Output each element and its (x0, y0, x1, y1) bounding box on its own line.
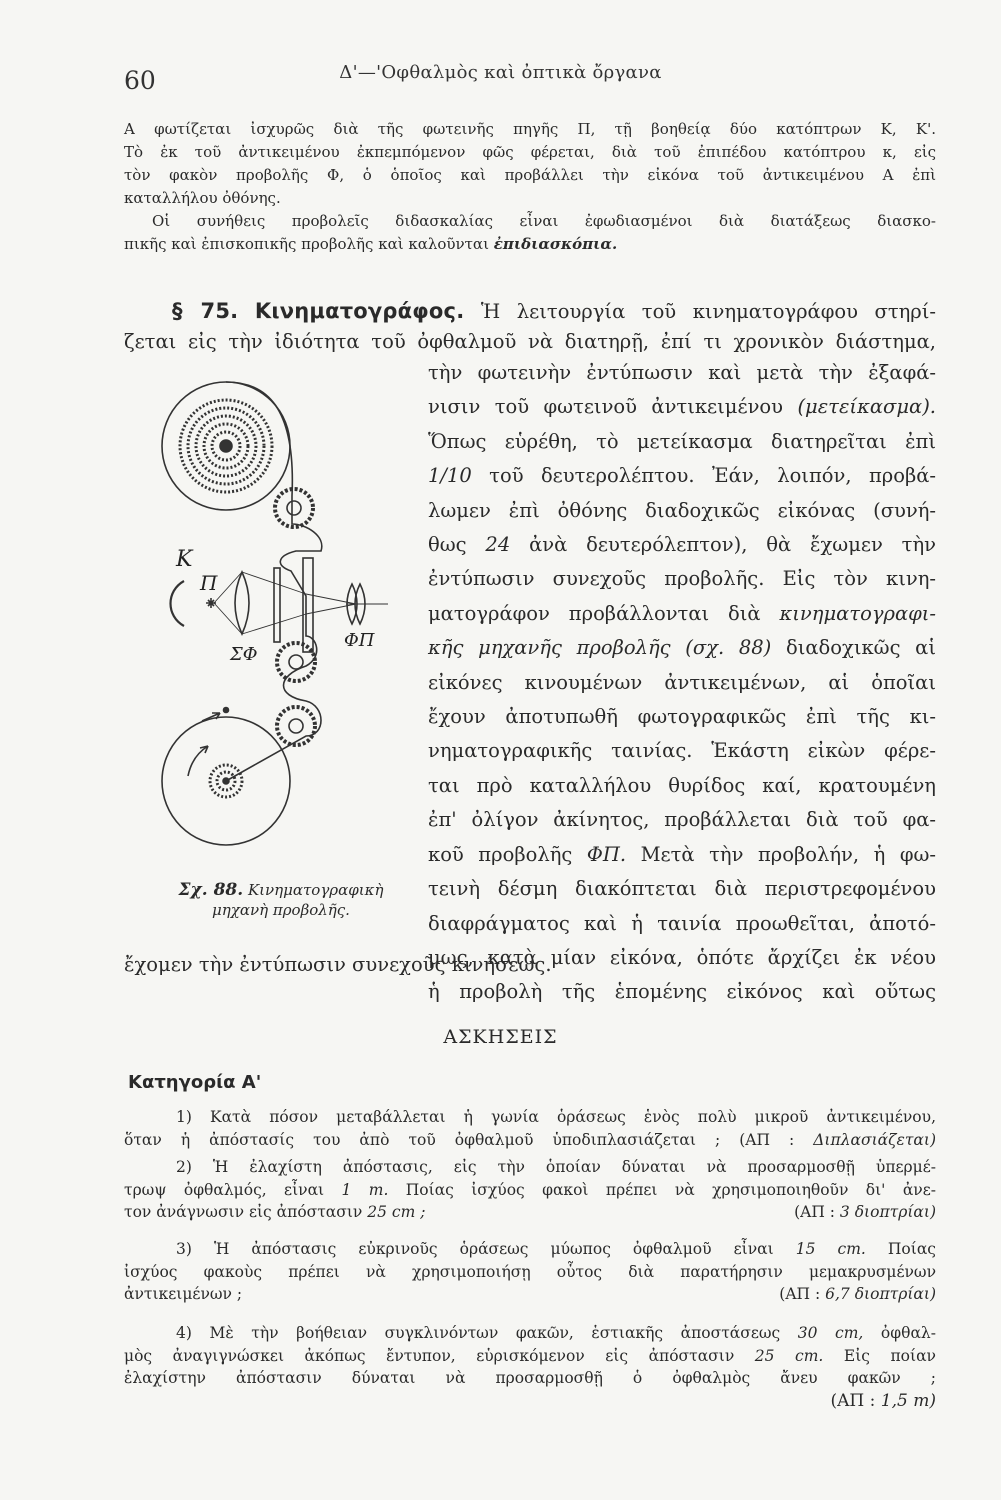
label-FP: ΦΠ (344, 630, 375, 651)
label-K: Κ (176, 547, 193, 572)
text-line (428, 838, 936, 872)
exercise-1 (124, 1106, 936, 1151)
section-line: ζεται εἰς τὴν ἰδιότητα τοῦ ὀφθαλμοῦ νὰ διατηρῇ, ἐπί τι χρονικὸν διάστημα, (124, 330, 936, 353)
section-75 (124, 296, 936, 357)
text-line: διαφράγματος καὶ ἡ ταινία προωθεῖται, ἀποτό- (428, 911, 936, 935)
text-line: καταλλήλου ὀθόνης. (124, 189, 281, 207)
text-line (124, 1238, 936, 1261)
text-line: 2) Ἡ ἐλαχίστη ἀπόστασις, εἰς τὴν ὁποίαν δύναται νὰ προσαρμοσθῇ ὑπερμέ- (176, 1158, 936, 1176)
text-fragment: ὀφθαλ- (863, 1324, 936, 1342)
text-fragment: 4) Μὲ τὴν βοήθειαν συγκλινόντων φακῶν, ἑστιακῆς ἀποστάσεως (176, 1324, 798, 1342)
fraction: 1/10 (428, 464, 472, 488)
value: 1 m. (341, 1180, 389, 1199)
text-line (428, 528, 936, 562)
caption-line (156, 880, 406, 900)
column-text (428, 356, 936, 1010)
value: 25 cm ; (367, 1203, 426, 1221)
exercise-3 (124, 1238, 936, 1306)
text-fragment: πικῆς καὶ ἐπισκοπικῆς προβολῆς καὶ καλοῦνται (124, 235, 494, 253)
text-fragment: τοῦ δευτερολέπτου. Ἐάν, λοιπόν, προβά- (471, 464, 936, 488)
answer: 1,5 m) (880, 1390, 936, 1411)
term: κινηματογραφι- (779, 601, 936, 625)
section-line (124, 296, 936, 327)
middle-sprocket-icon (277, 643, 315, 681)
upper-reel-icon (162, 382, 290, 510)
text-fragment: νισιν τοῦ φωτεινοῦ ἀντικειμένου (428, 395, 798, 419)
section-title: Κινηματογράφος. (254, 299, 465, 323)
symbol: ΦΠ. (586, 842, 627, 866)
term-meteikasma: (μετείκασμα). (797, 395, 936, 419)
number: 24 (485, 533, 511, 557)
direction-arrow-icon (202, 713, 220, 721)
exercise-2 (124, 1156, 936, 1224)
value: 15 cm. (795, 1240, 866, 1258)
caption-text: Κινηματογραφικὴ (247, 881, 384, 899)
text-fragment: Μετὰ τὴν προβολήν, ἡ φω- (626, 842, 936, 866)
intro-paragraph (124, 118, 936, 210)
text-fragment: διαδοχικῶς αἱ (771, 636, 936, 660)
text-line (124, 1129, 936, 1152)
caption-number: Σχ. 88. (178, 880, 244, 900)
text-line (124, 1345, 936, 1368)
text-line: τὴν φωτεινὴν ἐντύπωσιν καὶ μετὰ τὴν ἐξαφά- (428, 361, 936, 384)
answer-line (124, 1390, 936, 1413)
answer: 3 διοπτρίαι) (839, 1203, 936, 1221)
section-number: § 75. (172, 299, 239, 323)
text-line: ἀντικειμένων ; (124, 1285, 243, 1303)
page-number: 60 (124, 66, 156, 95)
text-line: Α φωτίζεται ἰσχυρῶς διὰ τῆς φωτεινῆς πηγῆς Π, τῇ βοηθείᾳ δύο κατόπτρων Κ, Κ'. (124, 120, 936, 138)
text-line (124, 233, 936, 256)
text-line: ται πρὸ καταλλήλου θυρίδος καί, κρατουμένη (428, 773, 936, 797)
text-line (428, 390, 936, 424)
label-Sf: ΣΦ (230, 644, 258, 665)
text-line: εἰκόνες κινουμένων ἀντικειμένων, αἱ ὁποῖαι (428, 670, 936, 694)
text-fragment: Ποίας (865, 1240, 936, 1258)
text-line: ἔχουν ἀποτυπωθῆ φωτογραφικῶς ἐπὶ τῆς κι- (428, 705, 936, 729)
text-fragment: (ΑΠ : (830, 1390, 881, 1411)
projector-figure (156, 376, 406, 856)
text-fragment: ὅταν ἡ ἀπόστασίς του ἀπὸ τοῦ ὀφθαλμοῦ ὑποδιπλασιάζεται ; (ΑΠ : (124, 1130, 814, 1149)
text-fragment: τρωψ ὀφθαλμός, εἶναι (124, 1180, 342, 1199)
text-line: ἐντύπωσιν συνεχοῦς προβολῆς. Εἰς τὸν κινη- (428, 567, 936, 591)
text-line: τεινὴ δέσμη διακόπτεται διὰ περιστρεφομένου (428, 877, 936, 901)
text-fragment: Ἡ λειτουργία τοῦ κινηματογράφου στηρί- (480, 300, 936, 323)
running-title: Δ'—'Οφθαλμὸς καὶ ὀπτικὰ ὄργανα (339, 62, 662, 83)
text-line (428, 631, 936, 665)
text-line: ἐλαχίστην ἀπόστασιν δύναται νὰ προσαρμοσθῇ ὁ ὀφθαλμὸς ἄνευ φακῶν ; (124, 1369, 936, 1387)
exercise-4 (124, 1322, 936, 1412)
text-fragment: τον ἀνάγνωσιν εἰς ἀπόστασιν (124, 1203, 368, 1221)
text-fragment: (ΑΠ : (779, 1285, 826, 1303)
category-heading: Κατηγορία Α' (128, 1072, 262, 1093)
text-line (428, 597, 936, 631)
text-line: λωμεν ἐπὶ ὀθόνης διαδοχικῶς εἰκόνας (συνή- (428, 498, 936, 522)
value: 30 cm, (797, 1324, 864, 1342)
text-line (124, 1179, 936, 1202)
text-fragment: ἀνὰ δευτερόλεπτον), θὰ ἔχωμεν τὴν (510, 533, 937, 557)
text-fragment: θως (428, 533, 486, 557)
text-fragment: 3) Ἡ ἀπόστασις εὐκρινοῦς ὁράσεως μύωπος ὀφθαλμοῦ εἶναι (176, 1240, 796, 1258)
text-fragment: ματογράφον προβάλλονται διὰ (428, 601, 780, 625)
text-line: ἡ προβολὴ τῆς ἑπομένης εἰκόνος καὶ οὕτως (428, 980, 936, 1004)
bottom-sprocket-icon (277, 707, 315, 745)
text-fragment: κοῦ προβολῆς (428, 842, 587, 866)
answer: 6,7 διοπτρίαι) (825, 1285, 936, 1303)
projector-diagram (156, 376, 406, 856)
text-line: Ὅπως εὑρέθη, τὸ μετείκασμα διατηρεῖται ἐπὶ (428, 429, 936, 453)
term-episdiaskopia: ἐπιδιασκόπια. (493, 235, 618, 253)
text-fragment: Εἰς ποίαν (823, 1346, 936, 1365)
text-fragment: (ΑΠ : (794, 1203, 840, 1221)
shutter-icon (274, 568, 280, 642)
caption-line: μηχανὴ προβολῆς. (212, 901, 350, 919)
text-line: μως, κατὰ μίαν εἰκόνα, ὁπότε ἄρχίζει ἐκ νέου (428, 945, 936, 969)
concave-mirror-icon (171, 581, 185, 626)
text-line: ἐπ' ὀλίγον ἀκίνητος, προβάλλεται διὰ τοῦ φα- (428, 808, 936, 832)
text-fragment: Ποίας ἰσχύος φακοὶ πρέπει νὰ χρησιμοποιηθοῦν δι' ἀνε- (388, 1180, 936, 1199)
term: κῆς μηχανῆς προβολῆς (σχ. 88) (428, 636, 772, 660)
condenser-lens-icon (235, 572, 249, 634)
intro-paragraph-2 (124, 210, 936, 256)
top-sprocket-icon (275, 489, 313, 527)
answer-line (124, 1283, 936, 1306)
text-line: τὸν φακὸν προβολῆς Φ, ὁ ὁποῖος καὶ προβάλλει τὴν εἰκόνα τοῦ ἀντικειμένου Α ἐπὶ (124, 166, 936, 184)
lower-reel-icon (162, 717, 290, 845)
closing-line: ἔχομεν τὴν ἐντύπωσιν συνεχοῦς κινήσεως. (124, 953, 552, 976)
text-line: Τὸ ἐκ τοῦ ἀντικειμένου ἐκπεμπόμενον φῶς φέρεται, διὰ τοῦ ἐπιπέδου κατόπτρου κ, εἰς (124, 143, 936, 161)
text-line: ἰσχύος φακοὺς πρέπει νὰ χρησιμοποιήσῃ οὗτος διὰ παρατήρησιν μεμακρυσμένων (124, 1262, 936, 1281)
figure-caption (156, 880, 406, 920)
text-line: Οἱ συνήθεις προβολεῖς διδασκαλίας εἶναι ἐφωδιασμένοι διὰ διατάξεως διασκο- (152, 212, 936, 230)
label-P: Π (200, 571, 218, 595)
answer: Διπλασιάζεται) (813, 1130, 936, 1149)
text-line (124, 1322, 936, 1345)
text-line: 1) Κατὰ πόσον μεταβάλλεται ἡ γωνία ὁράσεως ἑνὸς πολὺ μικροῦ ἀντικειμένου, (176, 1108, 936, 1126)
text-line: νηματογραφικῆς ταινίας. Ἑκάστη εἰκὼν φέρε- (428, 739, 936, 763)
exercises-title: ΑΣΚΗΣΕΙΣ (443, 1026, 558, 1048)
text-fragment: μὸς ἀναγιγνώσκει ἀκόπως ἔντυπον, εὑρισκόμενον εἰς ἀπόστασιν (124, 1346, 755, 1365)
value: 25 cm. (754, 1346, 824, 1365)
text-line (428, 459, 936, 493)
